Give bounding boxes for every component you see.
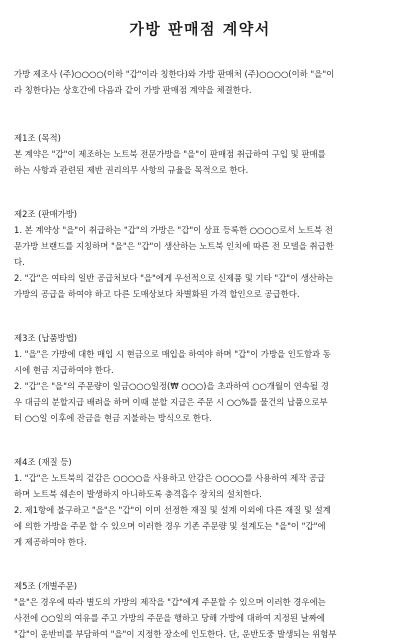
article-4-line: 1. "갑"은 노트북의 겉감은 ○○○○을 사용하고 안감은 ○○○○를 사용하여 제작 공급 — [14, 473, 326, 483]
article-3-heading: 제3조 (납품방법) — [14, 333, 78, 343]
article-3-line: 시에 현금 지급하여야 한다. — [14, 365, 114, 375]
article-4-line: 게 제공하여야 한다. — [14, 537, 87, 547]
article-3-line: 우 대금의 분할지급 배려을 하며 이때 분할 지급은 주문 시 ○○%를 물건의 납품으로부 — [14, 397, 328, 407]
article-5-line: 사전에 ○○일의 여유를 주고 가방의 주문을 행하고 당해 가방에 대하여 지정된 날짜에 — [14, 613, 325, 623]
article-2-line: 문가방 브랜드를 지칭하며 "을"은 "갑"이 생산하는 노트북 인치에 따른 전 모델을 취급한 — [14, 241, 334, 251]
article-2-line: 2. "갑"은 여타의 일반 공급처보다 "을"에게 우선적으로 신제품 및 기타 "갑"이 생산하는 — [14, 273, 334, 283]
article-5-line: "을"은 경우에 따라 별도의 가방의 제작을 "갑"에게 주문할 수 있으며 이러한 경우에는 — [14, 597, 326, 607]
article-2-heading: 제2조 (판매가방) — [14, 209, 78, 219]
article-4-line: 에 의한 가방을 주문 할 수 있으며 이러한 경우 기존 주문량 및 설계도는 "을"이 "갑"에 — [14, 521, 326, 531]
article-3-line: 터 ○○일 이후에 잔금을 현금 지불하는 방식으로 한다. — [14, 413, 212, 423]
article-4-heading: 제4조 (재질 등) — [14, 457, 72, 467]
article-1-line: 하는 사항과 관련된 제반 권리의무 사항의 규율을 목적으로 한다. — [14, 165, 249, 175]
article-2-line: 가방의 공급을 하여야 하고 다른 도매상보다 차별화된 가격 할인으로 공급한다. — [14, 289, 300, 299]
article-5-line: "갑"이 운반비를 부담하여 "을"이 지정한 장소에 인도한다. 단, 운반도중 발생되는 위험부 — [14, 629, 337, 639]
article-3-line: 2. "갑"은 "을"의 주문량이 일금○○○일정(₩ ○○○)을 초과하여 ○○개월이 연속될 경 — [14, 381, 329, 391]
intro-line: 라 칭한다)는 상호간에 다음과 같이 가방 판매점 계약을 체결한다. — [14, 85, 252, 95]
document-title: 가방 판매점 계약서 — [129, 20, 271, 38]
intro-line: 가방 제조사 (주)○○○○(이하 "갑"이라 칭한다)와 가방 판매처 (주)○○○○(이하 "을"이 — [14, 69, 335, 79]
article-1-heading: 제1조 (목적) — [14, 133, 61, 143]
article-2-line: 1. 본 계약상 "을"이 취급하는 "갑"의 가방은 "갑"이 상표 등록한 ○○○○로서 노트북 전 — [14, 225, 333, 235]
article-1-line: 본 계약은 "갑"이 제조하는 노트북 전문가방을 "을"이 판매점 취급하여 구입 및 판매를 — [14, 149, 326, 159]
article-3-line: 1. "을"은 가방에 대한 매입 시 현금으로 매입을 하여야 하며 "갑"이 가방을 인도함과 동 — [14, 349, 331, 359]
article-4-line: 하며 노트북 쉐손이 발생하지 아니하도록 충격흡수 장치의 설치한다. — [14, 489, 262, 499]
article-2-line: 다. — [14, 257, 25, 267]
intro-paragraph — [14, 66, 386, 98]
article-5-heading: 제5조 (개별주문) — [14, 581, 78, 591]
article-4-line: 2. 제1항에 불구하고 "을"은 "갑"이 이미 선정한 재질 및 설계 이외에 다른 재질 및 설계 — [14, 505, 331, 515]
